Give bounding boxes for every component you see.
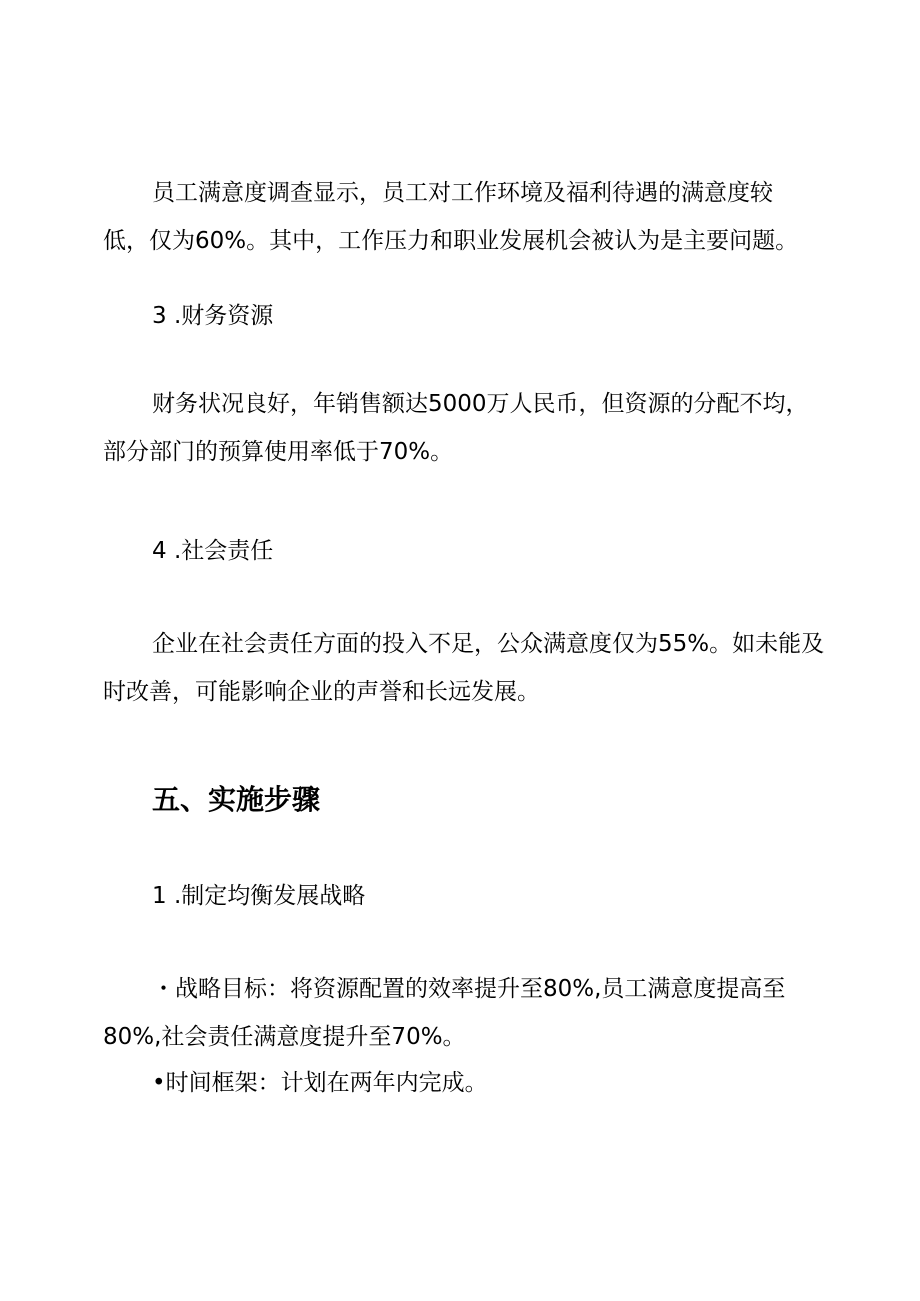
subheading-balanced-strategy: 1 .制定均衡发展战略 bbox=[152, 883, 366, 909]
bullet-strategy-goal-line2: 80%,社会责任满意度提升至70%。 bbox=[103, 1024, 466, 1050]
paragraph-employee-satisfaction-line2: 低，仅为60%。其中，工作压力和职业发展机会被认为是主要问题。 bbox=[103, 228, 799, 254]
paragraph-financial-line1: 财务状况良好，年销售额达5000万人民币，但资源的分配不均， bbox=[152, 391, 809, 417]
paragraph-employee-satisfaction-line1: 员工满意度调查显示，员工对工作环境及福利待遇的满意度较 bbox=[152, 180, 773, 206]
section-title-implementation-steps: 五、实施步骤 bbox=[152, 783, 321, 816]
subheading-financial-resources: 3 .财务资源 bbox=[152, 303, 274, 329]
paragraph-social-line2: 时改善，可能影响企业的声誉和长远发展。 bbox=[103, 679, 540, 705]
paragraph-social-line1: 企业在社会责任方面的投入不足，公众满意度仅为55%。如未能及 bbox=[152, 631, 825, 657]
bullet-time-frame: •时间框架：计划在两年内完成。 bbox=[152, 1070, 488, 1096]
bullet-strategy-goal-line1: ・战略目标：将资源配置的效率提升至80%,员工满意度提高至 bbox=[152, 976, 786, 1002]
paragraph-financial-line2: 部分部门的预算使用率低于70%。 bbox=[103, 439, 454, 465]
subheading-social-responsibility: 4 .社会责任 bbox=[152, 538, 274, 564]
